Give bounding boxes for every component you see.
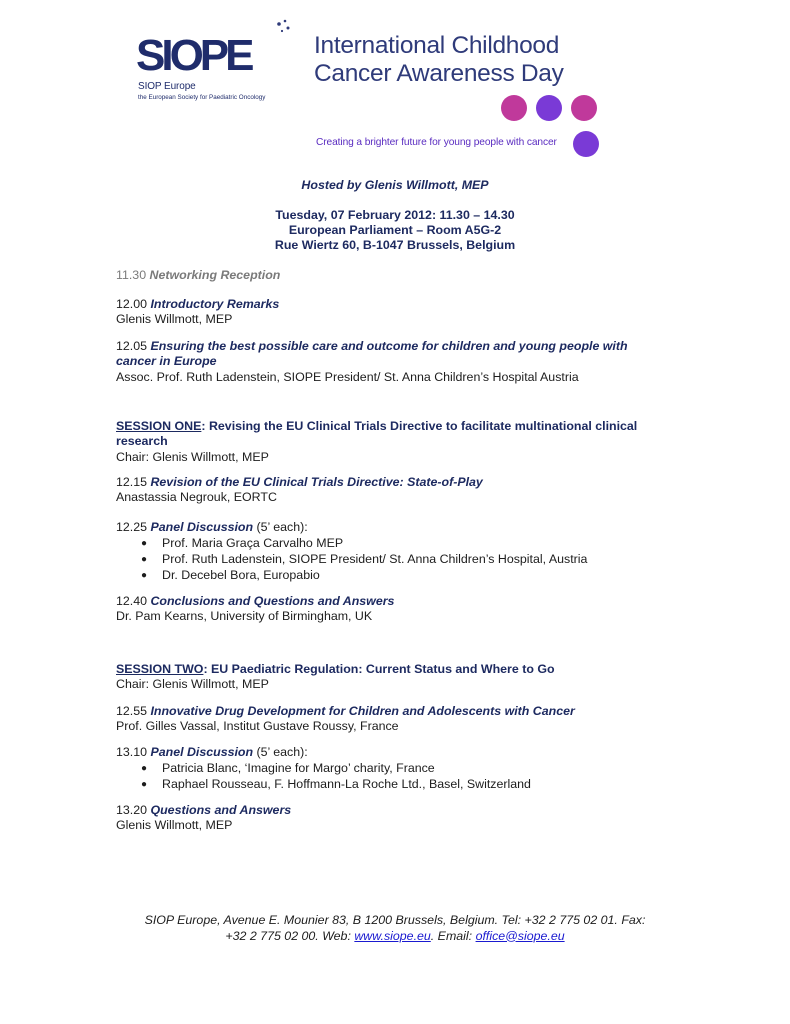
session-title: : EU Paediatric Regulation: Current Status and Where to Go	[203, 662, 555, 676]
hosted-by: Hosted by Glenis Willmott, MEP	[301, 178, 489, 192]
magenta-dot-1	[501, 95, 527, 121]
agenda-item-revision	[116, 475, 676, 506]
agenda-title: Questions and Answers	[150, 803, 292, 817]
campaign-tagline: Creating a brighter future for young people with cancer	[316, 137, 557, 148]
session-one-header	[116, 419, 676, 465]
session-chair: Chair: Glenis Willmott, MEP	[116, 677, 269, 692]
session-title-cont: research	[116, 434, 168, 449]
footer-address: SIOP Europe, Avenue E. Mounier 83, B 1200 Brussels, Belgium. Tel: +32 2 775 02 01. Fax:	[144, 913, 646, 927]
agenda-item-innovative	[116, 704, 676, 735]
title-line-1: International Childhood	[314, 32, 560, 59]
agenda-note: (5’ each):	[253, 520, 308, 534]
agenda-title: Introductory Remarks	[150, 297, 280, 311]
agenda-item-intro	[116, 297, 676, 328]
siope-logo-mark	[136, 18, 296, 80]
agenda-time: 12.55	[116, 704, 148, 718]
agenda-speaker: Dr. Pam Kearns, University of Birmingham, UK	[116, 609, 373, 624]
agenda-title: Panel Discussion	[150, 520, 254, 534]
agenda-item-panel-1	[116, 520, 676, 583]
agenda-time: 12.00	[116, 297, 148, 311]
agenda-item-panel-2	[116, 745, 676, 793]
panel-2-list	[116, 761, 676, 792]
agenda-speaker: Assoc. Prof. Ruth Ladenstein, SIOPE President/ St. Anna Children’s Hospital Austria	[116, 369, 579, 384]
panel-1-list	[116, 536, 676, 583]
session-chair: Chair: Glenis Willmott, MEP	[116, 449, 269, 464]
logo-wordmark: SIOPE	[136, 31, 251, 80]
agenda-title: Networking Reception	[149, 268, 281, 282]
sparkle-stars-icon	[277, 20, 289, 32]
agenda-item-networking	[116, 268, 676, 283]
footer-contact	[0, 913, 790, 944]
agenda-speaker: Glenis Willmott, MEP	[116, 818, 233, 833]
agenda-note: (5’ each):	[253, 745, 308, 759]
agenda-title: Innovative Drug Development for Children and Adolescents with Cancer	[150, 704, 575, 718]
agenda-title: Ensuring the best possible care and outcome for children and young people with	[150, 339, 628, 353]
list-item: ● Patricia Blanc, ‘Imagine for Margo’ charity, France	[141, 761, 435, 776]
campaign-title	[314, 32, 674, 88]
magenta-dot-2	[571, 95, 597, 121]
agenda-title-cont: cancer in Europe	[116, 354, 217, 369]
agenda-item-care	[116, 339, 676, 385]
agenda-speaker: Prof. Gilles Vassal, Institut Gustave Roussy, France	[116, 719, 399, 734]
agenda-time: 11.30	[116, 268, 147, 282]
agenda-title: Revision of the EU Clinical Trials Directive: State-of-Play	[150, 475, 483, 489]
list-item: ● Prof. Maria Graça Carvalho MEP	[141, 536, 344, 551]
agenda-time: 12.15	[116, 475, 148, 489]
footer-contact-line: +32 2 775 02 00. Web: www.siope.eu. Email: office@siope.eu	[225, 928, 565, 943]
agenda-title: Conclusions and Questions and Answers	[150, 594, 395, 608]
session-title: : Revising the EU Clinical Trials Directive to facilitate multinational clinical	[201, 419, 638, 433]
agenda-time: 12.25	[116, 520, 148, 534]
siope-logo	[136, 18, 296, 108]
event-details	[0, 208, 790, 253]
logo-tagline: the European Society for Paediatric Oncology	[138, 94, 266, 101]
purple-dot-1	[536, 95, 562, 121]
session-two-header	[116, 662, 676, 693]
session-label: SESSION ONE	[116, 419, 202, 433]
event-date-time: Tuesday, 07 February 2012: 11.30 – 14.30	[275, 208, 515, 222]
agenda-time: 12.40	[116, 594, 148, 608]
list-item: ● Dr. Decebel Bora, Europabio	[141, 567, 320, 582]
agenda-speaker: Glenis Willmott, MEP	[116, 312, 233, 327]
agenda-time: 12.05	[116, 339, 148, 353]
title-line-2: Cancer Awareness Day	[314, 60, 564, 87]
purple-dot-2	[573, 131, 599, 157]
list-item: ● Raphael Rousseau, F. Hoffmann-La Roche Ltd., Basel, Switzerland	[141, 777, 531, 791]
event-address: Rue Wiertz 60, B-1047 Brussels, Belgium	[274, 238, 516, 252]
website-link[interactable]: www.siope.eu	[354, 928, 431, 943]
logo-subtitle: SIOP Europe	[138, 81, 196, 92]
agenda-title: Panel Discussion	[150, 745, 254, 759]
agenda-time: 13.10	[116, 745, 148, 759]
agenda-time: 13.20	[116, 803, 148, 817]
agenda-speaker: Anastassia Negrouk, EORTC	[116, 490, 277, 505]
list-item: ● Prof. Ruth Ladenstein, SIOPE President/ St. Anna Children’s Hospital, Austria	[141, 552, 588, 566]
agenda-item-qa	[116, 803, 676, 834]
agenda-item-conclusions	[116, 594, 676, 625]
email-link[interactable]: office@siope.eu	[475, 928, 565, 943]
session-label: SESSION TWO	[116, 662, 204, 676]
logo-stars	[268, 41, 277, 66]
event-location: European Parliament – Room A5G-2	[288, 223, 502, 237]
